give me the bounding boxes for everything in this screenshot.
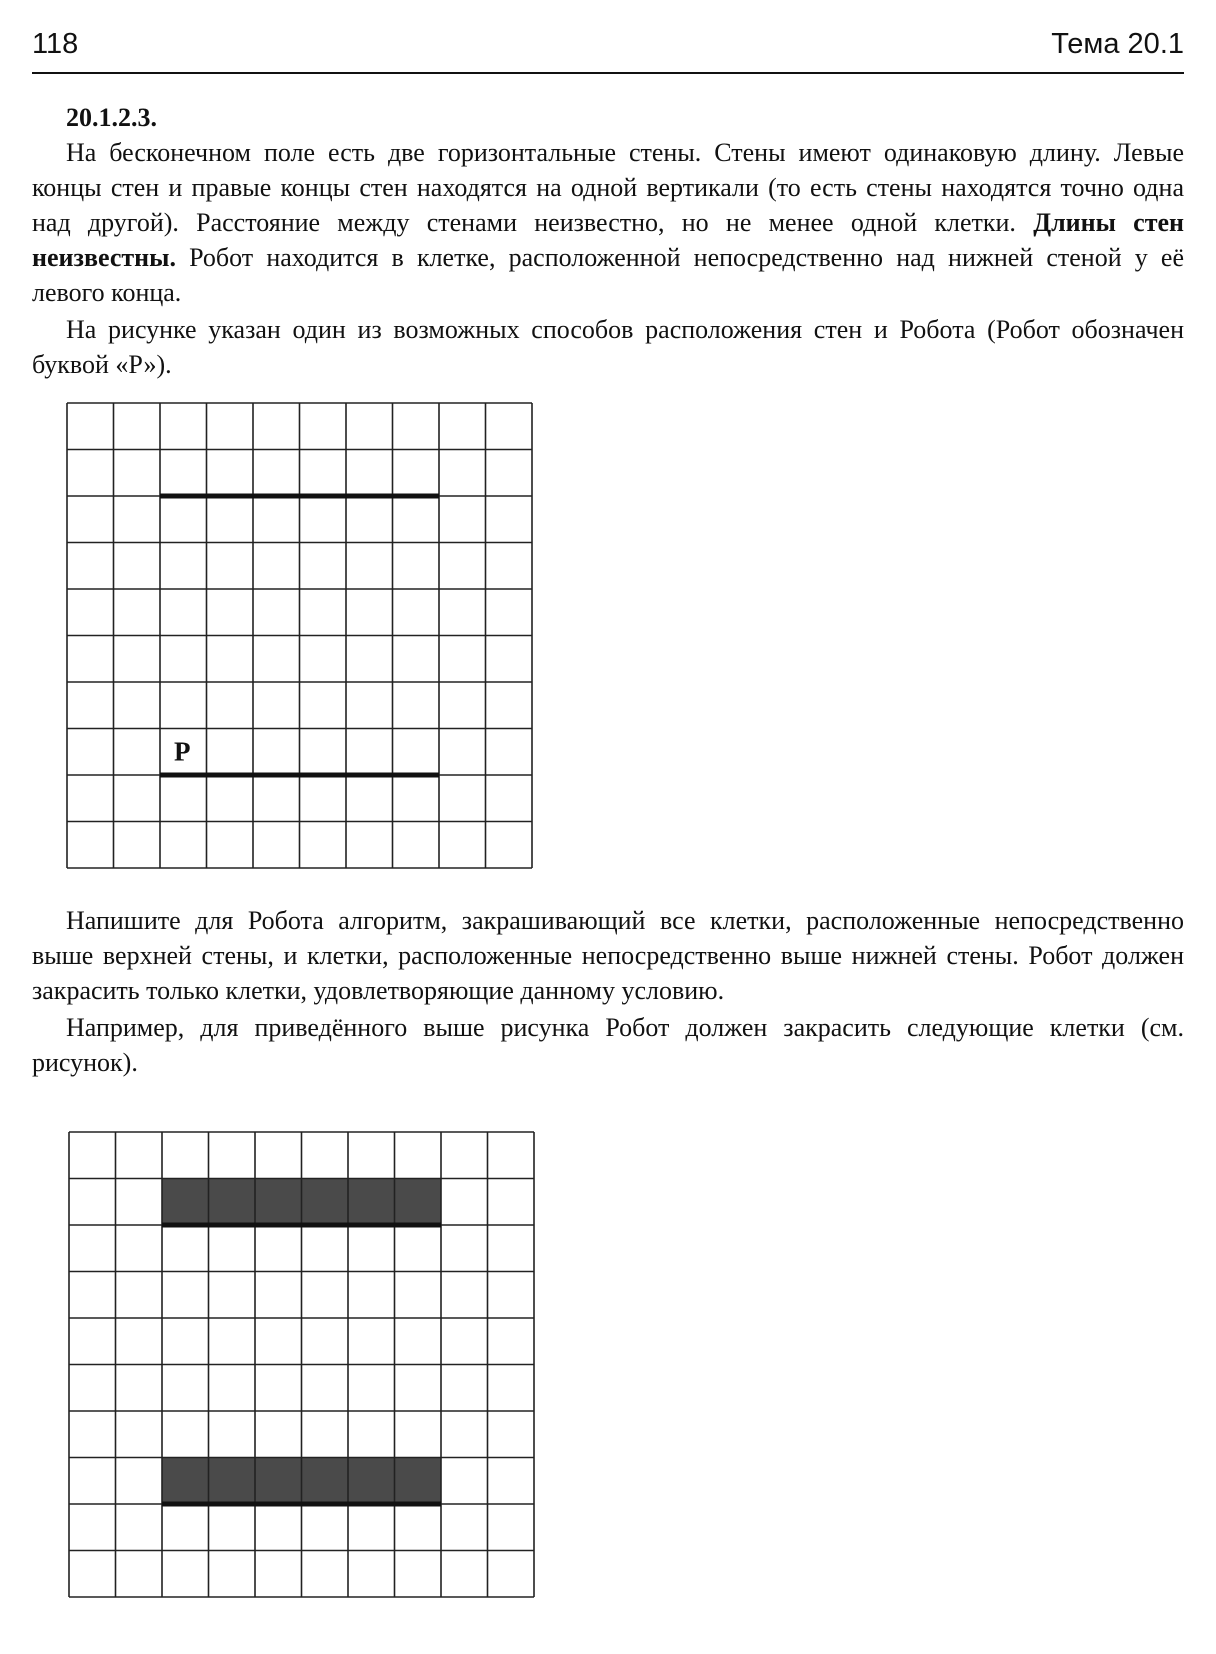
task-text-bottom xyxy=(32,903,1184,1082)
task-paragraph-1 xyxy=(32,135,1184,310)
paragraph-1-bold: Длины стен неизвестны. xyxy=(32,208,1184,272)
topic-title: Тема 20.1 xyxy=(1051,28,1184,60)
grid-1-robot-label: Р xyxy=(174,736,191,767)
figure-result-grid xyxy=(68,1131,536,1599)
task-number: 20.1.2.3. xyxy=(66,103,157,132)
task-paragraph-2: На рисунке указан один из возможных способов расположения стен и Робота (Робот обозначен буквой «Р»). xyxy=(32,315,1184,379)
grid-1-svg xyxy=(66,402,534,870)
page-header xyxy=(32,22,1184,74)
task-text-top xyxy=(32,100,1184,384)
task-paragraph-3: Напишите для Робота алгоритм, закрашивающий все клетки, расположенные непосредственно выше верхней стены, и клетки, расположенные непосредственно выше нижней стены. Робот должен закрасить только клетки, удовлетворяющие данному условию. xyxy=(32,906,1184,1005)
paragraph-1-part-a: На бесконечном поле есть две горизонтальные стены. Стены имеют одинаковую длину. Левые концы стен и правые концы стен находятся на одной вертикали (то есть стены находятся точно одна над другой). Расстояние между стенами неизвестно, но не менее одной клетки. xyxy=(32,138,1184,237)
page-number: 118 xyxy=(32,28,79,60)
grid-2-svg xyxy=(68,1131,536,1599)
figure-initial-grid xyxy=(66,402,534,870)
task-paragraph-4: Например, для приведённого выше рисунка Робот должен закрасить следующие клетки (см. рисунок). xyxy=(32,1013,1184,1077)
paragraph-1-part-b: Робот находится в клетке, расположенной непосредственно над нижней стеной у её левого конца. xyxy=(32,243,1184,307)
